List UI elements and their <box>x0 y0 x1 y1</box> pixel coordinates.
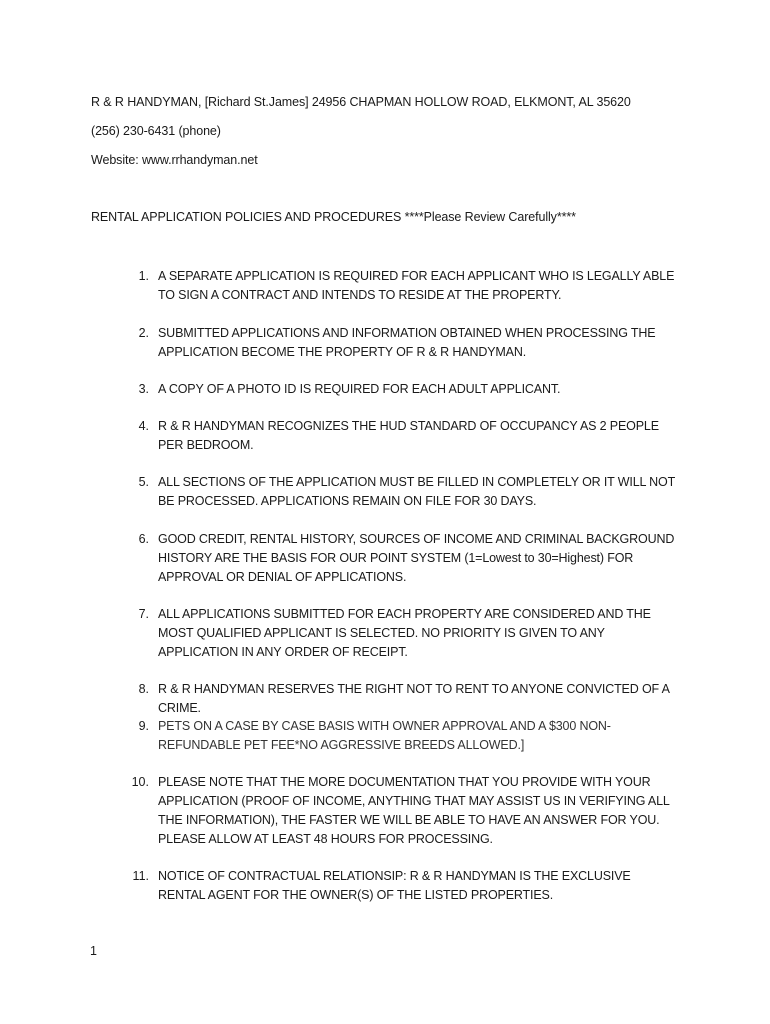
policy-text: ALL APPLICATIONS SUBMITTED FOR EACH PROPERTY ARE CONSIDERED AND THE MOST QUALIFIED APPLICANT IS SELECTED. NO PRIORITY IS GIVEN TO ANY APPLICATION IN ANY ORDER OF RECEIPT. <box>158 607 651 659</box>
policy-text: R & R HANDYMAN RECOGNIZES THE HUD STANDARD OF OCCUPANCY AS 2 PEOPLE PER BEDROOM. <box>158 419 659 452</box>
policy-number: 4. <box>138 419 149 433</box>
page-number: 1 <box>90 944 97 958</box>
section-title: RENTAL APPLICATION POLICIES AND PROCEDURES ****Please Review Carefully**** <box>91 210 576 224</box>
policy-number: 6. <box>138 532 149 546</box>
policy-number: 9. <box>138 719 149 733</box>
policy-number: 11. <box>132 869 149 883</box>
policy-text: SUBMITTED APPLICATIONS AND INFORMATION OBTAINED WHEN PROCESSING THE APPLICATION BECOME THE PROPERTY OF R & R HANDYMAN. <box>158 326 656 359</box>
policy-text: PLEASE NOTE THAT THE MORE DOCUMENTATION THAT YOU PROVIDE WITH YOUR APPLICATION (PROOF OF INCOME, ANYTHING THAT MAY ASSIST US IN VERIFYING ALL THE INFORMATION), THE FASTER WE WILL BE ABLE TO HAVE AN ANSWER FOR YOU. PLEASE ALLOW AT LEAST 48 HOURS FOR PROCESSING. <box>158 775 670 846</box>
company-address-line: R & R HANDYMAN, [Richard St.James] 24956 CHAPMAN HOLLOW ROAD, ELKMONT, AL 35620 <box>91 95 631 109</box>
policy-number: 1. <box>138 269 149 283</box>
policy-text: A COPY OF A PHOTO ID IS REQUIRED FOR EACH ADULT APPLICANT. <box>158 382 561 396</box>
policy-text: A SEPARATE APPLICATION IS REQUIRED FOR EACH APPLICANT WHO IS LEGALLY ABLE TO SIGN A CONTRACT AND INTENDS TO RESIDE AT THE PROPERTY. <box>158 269 675 302</box>
policy-number: 3. <box>138 382 149 396</box>
policy-number: 2. <box>138 326 149 340</box>
policy-text: PETS ON A CASE BY CASE BASIS WITH OWNER APPROVAL AND A $300 NON-REFUNDABLE PET FEE*NO AGGRESSIVE BREEDS ALLOWED.] <box>158 719 611 752</box>
policy-text: ALL SECTIONS OF THE APPLICATION MUST BE FILLED IN COMPLETELY OR IT WILL NOT BE PROCESSED. APPLICATIONS REMAIN ON FILE FOR 30 DAYS. <box>158 475 675 508</box>
website-line: Website: www.rrhandyman.net <box>91 153 258 167</box>
policy-text: NOTICE OF CONTRACTUAL RELATIONSIP: R & R HANDYMAN IS THE EXCLUSIVE RENTAL AGENT FOR THE OWNER(S) OF THE LISTED PROPERTIES. <box>158 869 631 902</box>
policy-number: 5. <box>138 475 149 489</box>
policy-number: 7. <box>138 607 149 621</box>
policy-text: R & R HANDYMAN RESERVES THE RIGHT NOT TO RENT TO ANYONE CONVICTED OF A CRIME. <box>158 682 670 715</box>
policy-number: 8. <box>138 682 149 696</box>
policy-number: 10. <box>131 775 149 789</box>
policy-text: GOOD CREDIT, RENTAL HISTORY, SOURCES OF INCOME AND CRIMINAL BACKGROUND HISTORY ARE THE BASIS FOR OUR POINT SYSTEM (1=Lowest to 30=Highest) FOR APPROVAL OR DENIAL OF APPLICATIONS. <box>158 532 675 584</box>
phone-line: (256) 230-6431 (phone) <box>91 124 221 138</box>
